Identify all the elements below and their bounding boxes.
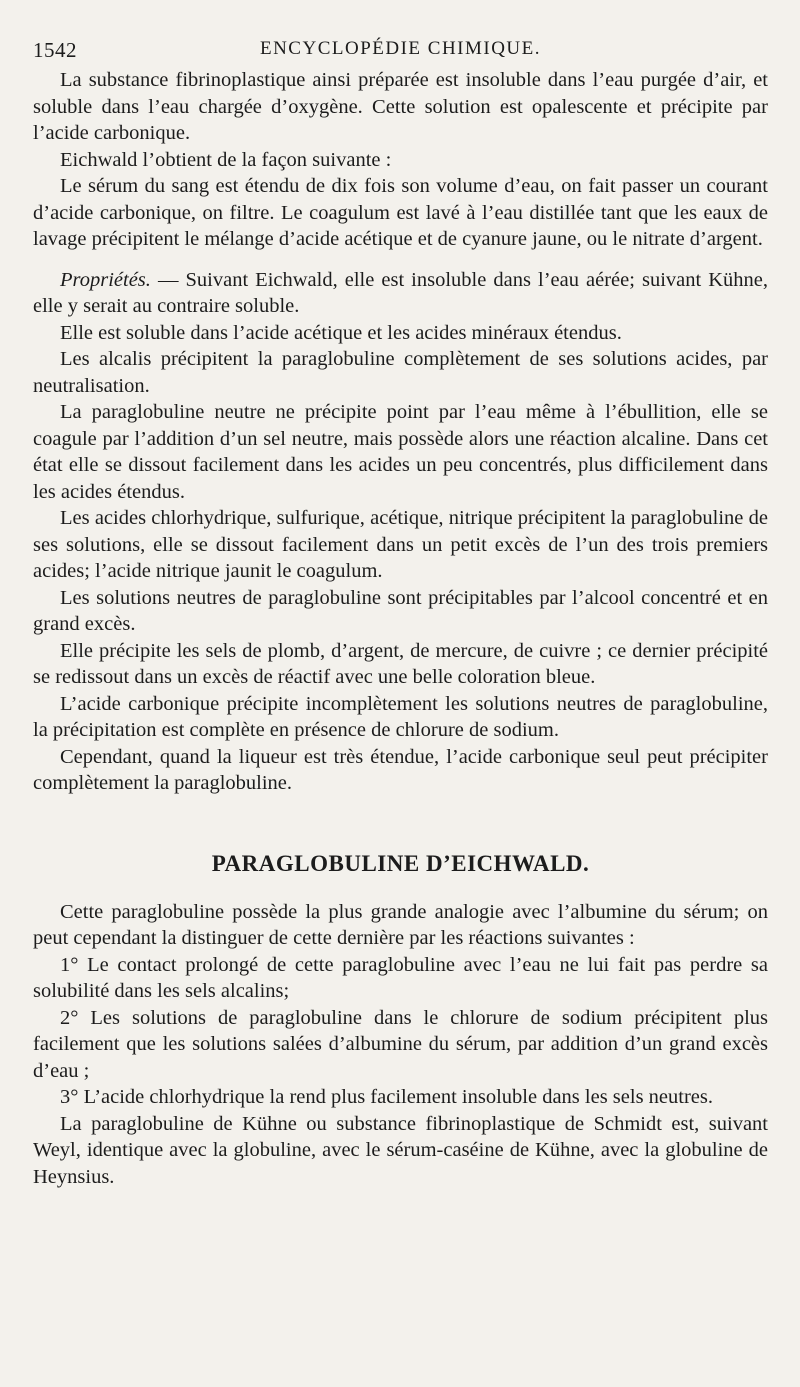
paragraph: L’acide carbonique précipite incomplètement les solutions neutres de paraglobuline, la précipitation est complète en présence de chlorure de sodium.: [33, 692, 768, 741]
paragraph: Les solutions neutres de paraglobuline sont précipitables par l’alcool concentré et en grand excès.: [33, 586, 768, 635]
paragraph: Cette paraglobuline possède la plus grande analogie avec l’albumine du sérum; on peut cependant la distinguer de cette dernière par les réactions suivantes :: [33, 900, 768, 949]
list-item: 1° Le contact prolongé de cette paraglobuline avec l’eau ne lui fait pas perdre sa solubilité dans les sels alcalins;: [33, 953, 768, 1002]
paragraph: Les acides chlorhydrique, sulfurique, acétique, nitrique précipitent la paraglobuline de ses solutions, elle se dissout facilement dans un petit excès de l’un des trois premiers acides; l’acide nitrique jaunit le coagulum.: [33, 507, 768, 582]
page-number: 1542: [33, 38, 77, 62]
running-title: ENCYCLOPÉDIE CHIMIQUE.: [259, 38, 542, 59]
list-item: 2° Les solutions de paraglobuline dans le chlorure de sodium précipitent plus facilement que les solutions salées d’albumine du sérum, par addition d’un grand excès d’eau ;: [33, 1006, 768, 1082]
paragraph: Elle est soluble dans l’acide acétique et les acides minéraux étendus.: [60, 321, 622, 344]
properties-paragraph: [33, 267, 768, 320]
paragraph: Les alcalis précipitent la paraglobuline complètement de ses solutions acides, par neutralisation.: [33, 348, 768, 397]
paragraph: Eichwald l’obtient de la façon suivante :: [60, 148, 392, 171]
paragraph: La substance fibrinoplastique ainsi préparée est insoluble dans l’eau purgée d’air, et soluble dans l’eau chargée d’oxygène. Cette solution est opalescente et précipite par l’acide carbonique.: [33, 69, 768, 144]
section-title: PARAGLOBULINE D’EICHWALD.: [211, 850, 590, 876]
properties-text: — Suivant Eichwald, elle est insoluble dans l’eau aérée; suivant Kühne, elle y serait au contraire soluble.: [33, 268, 768, 317]
paragraph: La paraglobuline de Kühne ou substance fibrinoplastique de Schmidt est, suivant Weyl, identique avec la globuline, avec le sérum-caséine de Kühne, avec la globuline de Heynsius.: [33, 1112, 768, 1188]
paragraph: Cependant, quand la liqueur est très étendue, l’acide carbonique seul peut précipiter complètement la paraglobuline.: [33, 745, 768, 794]
properties-label: Propriétés.: [60, 268, 151, 291]
list-item: 3° L’acide chlorhydrique la rend plus facilement insoluble dans les sels neutres.: [60, 1086, 714, 1108]
paragraph: La paraglobuline neutre ne précipite point par l’eau même à l’ébullition, elle se coagule par l’addition d’un sel neutre, mais possède alors une réaction alcaline. Dans cet état elle se dissout facilement dans les acides un peu concentrés, plus difficilement dans les acides étendus.: [33, 401, 768, 503]
page-body: [33, 67, 768, 1190]
paragraph: Elle précipite les sels de plomb, d’argent, de mercure, de cuivre ; ce dernier précipité se redissout dans un excès de réactif avec une belle coloration bleue.: [33, 639, 768, 688]
paragraph: Le sérum du sang est étendu de dix fois son volume d’eau, on fait passer un courant d’acide carbonique, on filtre. Le coagulum est lavé à l’eau distillée tant que les eaux de lavage précipitent le mélange d’acide acétique et de cyanure jaune, ou le nitrate d’argent.: [33, 175, 768, 250]
page-header: [33, 38, 768, 68]
